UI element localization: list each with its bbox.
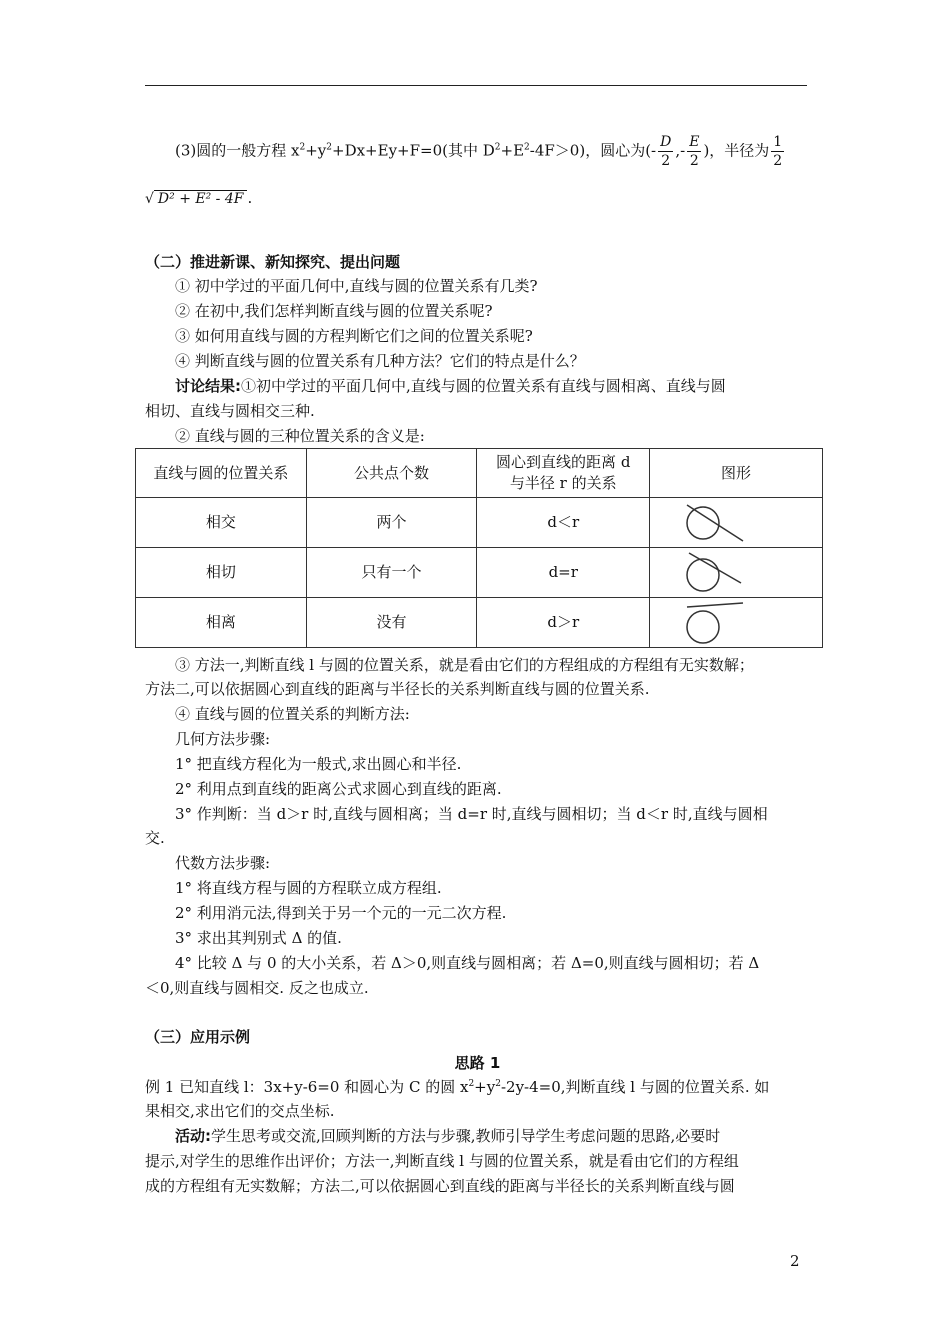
method-3-line1: ③ 方法一,判断直线 l 与圆的位置关系，就是看由它们的方程组成的方程组有无实数解； bbox=[175, 656, 754, 674]
alg-step-4: 4° 比较 Δ 与 0 的大小关系，若 Δ＞0,则直线与圆相离；若 Δ=0,则直线与圆相切；若 Δ bbox=[175, 954, 760, 972]
table-row bbox=[136, 498, 823, 548]
sqrt-expression: √ D² + E² - 4F bbox=[145, 187, 247, 211]
cell-condition: d＞r bbox=[477, 598, 650, 648]
geo-step-3-cont: 交. bbox=[145, 829, 165, 847]
header-relation: 直线与圆的位置关系 bbox=[136, 449, 307, 498]
section3-heading: （三）应用示例 bbox=[145, 1028, 251, 1046]
table-header-row bbox=[136, 449, 823, 498]
relation-table bbox=[135, 448, 823, 648]
alg-step-2: 2° 利用消元法,得到关于另一个元的一元二次方程. bbox=[175, 904, 507, 922]
geo-title: 几何方法步骤: bbox=[175, 730, 271, 748]
geo-step-3: 3° 作判断：当 d＞r 时,直线与圆相离；当 d=r 时,直线与圆相切；当 d＜r 时,直线与圆相 bbox=[175, 805, 768, 823]
cell-points: 两个 bbox=[306, 498, 477, 548]
figure-tangent bbox=[650, 548, 823, 598]
general-equation-line: (3)圆的一般方程 $x^2+y^2+Dx+Ey+F=0$(其中 $D^2+E^2-4F>0$)，圆心为(- $\frac{D}{2}$ ,- $\frac{E}{2}$ )，半径为 $\frac{1}{2}$ bbox=[175, 134, 783, 169]
figure-intersect bbox=[650, 498, 823, 548]
table-row bbox=[136, 548, 823, 598]
fraction-d-over-2: $\frac{D}{2}$ bbox=[660, 134, 672, 169]
header-distance: 圆心到直线的距离 d 与半径 r 的关系 bbox=[477, 449, 650, 498]
question-2: ② 在初中,我们怎样判断直线与圆的位置关系呢? bbox=[175, 302, 493, 320]
fraction-e-over-2: $\frac{E}{2}$ bbox=[689, 134, 700, 169]
page-number: 2 bbox=[790, 1252, 800, 1270]
section3-subtitle: 思路 1 bbox=[454, 1054, 501, 1072]
question-4: ④ 判断直线与圆的位置关系有几种方法？它们的特点是什么？ bbox=[175, 352, 585, 370]
table-intro: ② 直线与圆的三种位置关系的含义是: bbox=[175, 427, 425, 445]
method-4: ④ 直线与圆的位置关系的判断方法: bbox=[175, 705, 410, 723]
cell-relation: 相交 bbox=[136, 498, 307, 548]
example-1-line2: 果相交,求出它们的交点坐标. bbox=[145, 1102, 335, 1120]
activity-line3: 成的方程组有无实数解；方法二,可以依据圆心到直线的距离与半径长的关系判断直线与圆 bbox=[145, 1177, 735, 1195]
header-figure: 图形 bbox=[650, 449, 823, 498]
geo-step-2: 2° 利用点到直线的距离公式求圆心到直线的距离. bbox=[175, 780, 502, 798]
section2-heading: （二）推进新课、新知探究、提出问题 bbox=[145, 253, 401, 271]
alg-step-3: 3° 求出其判别式 Δ 的值. bbox=[175, 929, 342, 947]
radius-sqrt-line: √ D² + E² - 4F . bbox=[145, 186, 810, 211]
cell-points: 只有一个 bbox=[306, 548, 477, 598]
cell-condition: d＜r bbox=[477, 498, 650, 548]
header-points: 公共点个数 bbox=[306, 449, 477, 498]
example-1-line1: 例 1 已知直线 l：3x+y-6=0 和圆心为 C 的圆 $x^2+y^2-2y-4=0$,判断直线 l 与圆的位置关系. 如 bbox=[145, 1078, 770, 1096]
method-3-line2: 方法二,可以依据圆心到直线的距离与半径长的关系判断直线与圆的位置关系. bbox=[145, 680, 650, 698]
cell-relation: 相离 bbox=[136, 598, 307, 648]
alg-step-1: 1° 将直线方程与圆的方程联立成方程组. bbox=[175, 879, 442, 897]
fraction-one-half: $\frac{1}{2}$ bbox=[773, 134, 783, 169]
header-rule bbox=[145, 85, 807, 86]
alg-step-4-cont: ＜0,则直线与圆相交. 反之也成立. bbox=[145, 979, 369, 997]
question-1: ① 初中学过的平面几何中,直线与圆的位置关系有几类? bbox=[175, 277, 538, 295]
figure-separate bbox=[650, 598, 823, 648]
activity-line1: 活动:学生思考或交流,回顾判断的方法与步骤,教师引导学生考虑问题的思路,必要时 bbox=[175, 1127, 721, 1145]
alg-title: 代数方法步骤: bbox=[175, 854, 271, 872]
tangent-figure bbox=[681, 549, 791, 597]
separate-figure bbox=[681, 599, 791, 647]
table-row bbox=[136, 598, 823, 648]
activity-line2: 提示,对学生的思维作出评价；方法一,判断直线 l 与圆的位置关系，就是看由它们的方程组 bbox=[145, 1152, 739, 1170]
discussion-result-line: 讨论结果:①初中学过的平面几何中,直线与圆的位置关系有直线与圆相离、直线与圆 bbox=[175, 377, 726, 395]
cell-points: 没有 bbox=[306, 598, 477, 648]
question-3: ③ 如何用直线与圆的方程判断它们之间的位置关系呢? bbox=[175, 327, 533, 345]
cell-relation: 相切 bbox=[136, 548, 307, 598]
discussion-result-cont: 相切、直线与圆相交三种. bbox=[145, 402, 315, 420]
cell-condition: d=r bbox=[477, 548, 650, 598]
geo-step-1: 1° 把直线方程化为一般式,求出圆心和半径. bbox=[175, 755, 462, 773]
intersect-figure bbox=[681, 499, 791, 547]
